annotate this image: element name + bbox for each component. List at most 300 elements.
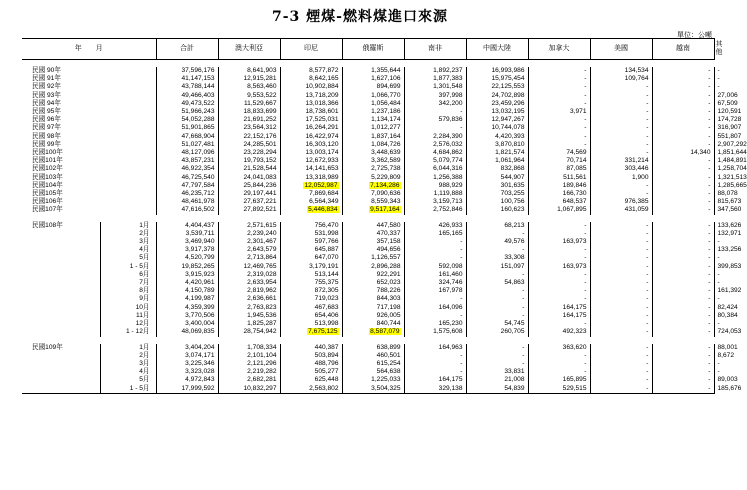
cell-value: 185,676 <box>717 384 742 392</box>
cell-value: 1,851,644 <box>717 149 747 157</box>
table-row <box>22 67 714 75</box>
table-cell <box>156 116 218 124</box>
table-cell <box>280 108 342 116</box>
table-cell <box>156 344 218 352</box>
cell-value: - <box>584 246 587 254</box>
year-label: 民國102年 <box>32 165 63 173</box>
table-cell <box>466 198 528 206</box>
cell-value: - <box>584 368 587 376</box>
table-cell <box>404 312 466 320</box>
table-cell <box>342 304 404 312</box>
table-cell <box>218 287 280 295</box>
cell-value: 7,134,286 <box>370 181 400 189</box>
table-cell <box>590 206 652 214</box>
cell-value: 12,052,987 <box>304 181 338 189</box>
table-cell <box>404 198 466 206</box>
cell-value: 303,446 <box>624 165 649 173</box>
table-cell <box>342 116 404 124</box>
cell-value: 260,705 <box>500 328 525 336</box>
year-label: 民國 99年 <box>32 140 61 148</box>
cell-value: 13,018,366 <box>305 99 339 107</box>
cell-value: 1,134,174 <box>371 116 401 124</box>
spacer-row <box>22 337 714 344</box>
table-cell <box>652 182 714 190</box>
table-cell <box>652 352 714 360</box>
table-cell <box>218 238 280 246</box>
cell-value: 719,023 <box>314 295 339 303</box>
cell-value: 2,633,954 <box>247 279 277 287</box>
cell-value: 133,626 <box>717 221 742 229</box>
table-cell <box>590 271 652 279</box>
cell-value: 24,702,898 <box>491 91 525 99</box>
table-cell <box>652 344 714 352</box>
cell-value: - <box>708 287 711 295</box>
cell-value: - <box>460 246 463 254</box>
table-cell <box>652 360 714 368</box>
cell-value: 14,141,653 <box>305 165 339 173</box>
year-label <box>22 271 100 279</box>
cell-value: - <box>584 67 587 74</box>
table-cell <box>404 67 466 75</box>
cell-value: 17,999,592 <box>181 384 215 392</box>
cell-value: 844,303 <box>376 295 401 303</box>
cell-value: 10,744,078 <box>491 124 525 132</box>
cell-value: - <box>717 67 720 74</box>
table-cell <box>218 133 280 141</box>
cell-value: 10,832,297 <box>243 384 277 392</box>
cell-value: - <box>584 254 587 262</box>
cell-value: 48,069,835 <box>181 328 215 336</box>
cell-value: 976,385 <box>624 198 649 206</box>
cell-value: - <box>708 132 711 140</box>
table-cell <box>590 83 652 91</box>
table-cell <box>156 271 218 279</box>
table-row <box>22 352 714 360</box>
cell-value: 47,797,584 <box>181 181 215 189</box>
table-cell <box>652 92 714 100</box>
cell-value: 872,305 <box>314 287 339 295</box>
table-row <box>22 141 714 149</box>
cell-value: 70,714 <box>566 157 587 165</box>
cell-value: 160,623 <box>500 206 525 214</box>
table-cell <box>156 206 218 214</box>
table-cell <box>590 246 652 254</box>
cell-value: - <box>646 270 649 278</box>
cell-value: 51,966,243 <box>181 108 215 116</box>
table-cell <box>652 206 714 214</box>
cell-value: - <box>584 287 587 295</box>
cell-value: 24,285,501 <box>243 140 277 148</box>
cell-value: - <box>584 359 587 367</box>
header-col: 中國大陸 <box>466 39 528 60</box>
cell-value: - <box>646 384 649 392</box>
table-row <box>22 376 714 384</box>
cell-value: - <box>708 99 711 107</box>
cell-value: - <box>646 295 649 303</box>
cell-value: - <box>717 238 720 246</box>
cell-value: 3,404,204 <box>185 343 215 351</box>
cell-value: - <box>717 320 720 328</box>
table-cell <box>156 124 218 132</box>
cell-value: - <box>717 295 720 303</box>
cell-value: 87,085 <box>566 165 587 173</box>
table-cell <box>652 271 714 279</box>
table-cell <box>528 352 590 360</box>
table-cell <box>280 238 342 246</box>
cell-value: 1,575,608 <box>433 328 463 336</box>
cell-value: 1,945,536 <box>247 311 277 319</box>
cell-value: 8,672 <box>717 351 735 359</box>
table-cell <box>528 344 590 352</box>
cell-value: - <box>646 238 649 246</box>
cell-value: 724,053 <box>717 328 742 336</box>
cell-value: 134,534 <box>624 67 649 74</box>
table-row <box>22 165 714 173</box>
table-cell <box>528 190 590 198</box>
year-label <box>22 376 100 384</box>
cell-value: 8,559,343 <box>371 198 401 206</box>
table-cell <box>466 385 528 394</box>
cell-value: 2,284,390 <box>433 132 463 140</box>
table-cell <box>590 312 652 320</box>
table-cell <box>466 254 528 262</box>
cell-value: 25,844,236 <box>243 181 277 189</box>
year-label: 民國 94年 <box>32 99 61 107</box>
cell-value: 1,484,891 <box>717 157 747 165</box>
table-cell <box>590 344 652 352</box>
table-cell <box>590 75 652 83</box>
table-cell <box>156 352 218 360</box>
cell-value: - <box>708 246 711 254</box>
table-cell <box>218 100 280 108</box>
cell-value: 2,763,823 <box>247 303 277 311</box>
cell-value: 1,627,106 <box>371 75 401 83</box>
table-cell <box>280 182 342 190</box>
cell-value: - <box>708 303 711 311</box>
table-cell <box>342 133 404 141</box>
year-label: 民國108年 <box>32 221 63 229</box>
table-cell <box>218 75 280 83</box>
header-col: 越南 <box>652 39 714 60</box>
year-label: 民國 96年 <box>32 116 61 124</box>
cell-value: 3,179,191 <box>309 262 339 270</box>
cell-value: - <box>646 359 649 367</box>
table-cell <box>156 238 218 246</box>
year-label <box>22 279 100 287</box>
table-cell <box>404 174 466 182</box>
table-row <box>22 263 714 271</box>
cell-value: - <box>708 262 711 270</box>
cell-value: 2,752,846 <box>433 206 463 214</box>
cell-value: 1,285,665 <box>717 181 747 189</box>
cell-value: 164,175 <box>438 376 463 384</box>
table-cell <box>218 312 280 320</box>
cell-value: 4,420,961 <box>185 279 215 287</box>
table-cell <box>528 157 590 165</box>
cell-value: - <box>708 108 711 116</box>
cell-value: 6,564,349 <box>309 198 339 206</box>
cell-value: 10,902,884 <box>305 83 339 91</box>
table-cell <box>218 230 280 238</box>
cell-value: 531,998 <box>314 229 339 237</box>
table-cell <box>466 344 528 352</box>
table-cell <box>156 157 218 165</box>
table-cell <box>652 83 714 91</box>
table-cell <box>528 116 590 124</box>
table-cell <box>652 157 714 165</box>
year-label: 民國 93年 <box>32 91 61 99</box>
cell-value: - <box>708 384 711 392</box>
table-row <box>22 312 714 320</box>
cell-value: 46,922,354 <box>181 165 215 173</box>
table-cell <box>466 157 528 165</box>
year-label <box>22 368 100 376</box>
month-label: 6月 <box>100 271 156 279</box>
table-cell <box>156 246 218 254</box>
cell-value: 2,571,615 <box>247 221 277 229</box>
cell-value: - <box>584 270 587 278</box>
table-cell <box>652 124 714 132</box>
table-cell <box>156 254 218 262</box>
month-label: 5月 <box>100 254 156 262</box>
cell-value: 189,846 <box>562 181 587 189</box>
year-label: 民國 97年 <box>32 124 61 132</box>
cell-value: 133,256 <box>717 246 742 254</box>
table-cell <box>156 108 218 116</box>
cell-value: - <box>584 83 587 91</box>
table-cell <box>652 116 714 124</box>
table-cell <box>528 206 590 214</box>
cell-value: 8,642,165 <box>309 75 339 83</box>
year-label: 民國100年 <box>32 149 63 157</box>
cell-value: 513,998 <box>314 320 339 328</box>
cell-value: 47,668,904 <box>181 132 215 140</box>
table-cell <box>466 352 528 360</box>
table-row <box>22 279 714 287</box>
table-cell <box>156 83 218 91</box>
cell-value: 7,090,636 <box>371 190 401 198</box>
table-row <box>22 385 714 394</box>
cell-value: 645,887 <box>314 246 339 254</box>
cell-value: - <box>646 320 649 328</box>
cell-value: 24,041,083 <box>243 173 277 181</box>
cell-value: - <box>460 238 463 246</box>
cell-value: 4,404,437 <box>185 221 215 229</box>
table-cell <box>342 328 404 336</box>
table-cell <box>156 360 218 368</box>
table-cell <box>218 295 280 303</box>
cell-value: 167,978 <box>438 287 463 295</box>
cell-value: 494,656 <box>376 246 401 254</box>
cell-value: 13,003,174 <box>305 149 339 157</box>
table-row <box>22 174 714 182</box>
cell-value: - <box>522 311 525 319</box>
table-row <box>22 368 714 376</box>
table-cell <box>280 133 342 141</box>
cell-value: - <box>708 295 711 303</box>
table-cell <box>342 198 404 206</box>
year-label: 民國 92年 <box>32 83 61 91</box>
table-cell <box>280 295 342 303</box>
table-cell <box>218 108 280 116</box>
table-cell <box>218 157 280 165</box>
cell-value: 597,766 <box>314 238 339 246</box>
cell-value: - <box>708 67 711 74</box>
table-cell <box>404 100 466 108</box>
cell-value: - <box>522 351 525 359</box>
table-cell <box>466 75 528 83</box>
cell-value: 788,226 <box>376 287 401 295</box>
table-cell <box>528 312 590 320</box>
table-cell <box>342 344 404 352</box>
table-cell <box>404 75 466 83</box>
table-cell <box>652 320 714 328</box>
table-cell <box>528 287 590 295</box>
header-year-month: 年 月 <box>22 39 156 60</box>
cell-value: 1,066,770 <box>371 91 401 99</box>
table-row <box>22 246 714 254</box>
cell-value: 49,473,522 <box>181 99 215 107</box>
table-cell <box>280 287 342 295</box>
table-cell <box>404 352 466 360</box>
table-cell <box>342 222 404 230</box>
cell-value: 51,901,865 <box>181 124 215 132</box>
table-cell <box>156 230 218 238</box>
table-cell <box>156 287 218 295</box>
cell-value: 6,044,316 <box>433 165 463 173</box>
cell-value: 2,907,292 <box>717 140 747 148</box>
table-cell <box>156 165 218 173</box>
cell-value: 3,362,589 <box>371 157 401 165</box>
table-cell <box>652 287 714 295</box>
table-cell <box>404 279 466 287</box>
table-cell <box>342 385 404 394</box>
table-cell <box>342 312 404 320</box>
cell-value: 492,323 <box>562 328 587 336</box>
cell-value: 894,699 <box>376 83 401 91</box>
cell-value: 447,580 <box>376 221 401 229</box>
year-label <box>22 287 100 295</box>
cell-value: - <box>708 254 711 262</box>
cell-value: - <box>646 132 649 140</box>
cell-value: - <box>708 198 711 206</box>
table-cell <box>342 320 404 328</box>
cell-value: 426,933 <box>438 221 463 229</box>
cell-value: 54,863 <box>504 279 525 287</box>
cell-value: 4,420,393 <box>495 132 525 140</box>
cell-value: 54,745 <box>504 320 525 328</box>
table-cell <box>466 92 528 100</box>
table-cell <box>404 141 466 149</box>
table-cell <box>218 263 280 271</box>
cell-value: - <box>708 190 711 198</box>
table-cell <box>218 254 280 262</box>
table-cell <box>466 222 528 230</box>
cell-value: 5,079,774 <box>433 157 463 165</box>
table-cell <box>652 198 714 206</box>
table-cell <box>590 67 652 75</box>
table-cell <box>590 92 652 100</box>
table-cell <box>156 149 218 157</box>
table-cell <box>528 67 590 75</box>
table-body <box>22 60 747 394</box>
cell-value: 21,528,544 <box>243 165 277 173</box>
table-cell <box>590 100 652 108</box>
cell-value: 22,152,176 <box>243 132 277 140</box>
cell-value: 579,836 <box>438 116 463 124</box>
table-cell <box>528 279 590 287</box>
cell-value: - <box>646 351 649 359</box>
table-cell <box>404 124 466 132</box>
cell-value: - <box>646 376 649 384</box>
table-cell <box>218 222 280 230</box>
cell-value: 13,318,989 <box>305 173 339 181</box>
cell-value: 43,788,144 <box>181 83 215 91</box>
cell-value: 654,406 <box>314 311 339 319</box>
cell-value: 1,708,334 <box>247 343 277 351</box>
table-cell <box>590 304 652 312</box>
table-cell <box>652 312 714 320</box>
table-cell <box>528 100 590 108</box>
table-cell <box>218 174 280 182</box>
table-cell <box>404 368 466 376</box>
table-row <box>22 206 714 214</box>
table-cell <box>342 287 404 295</box>
table-cell <box>652 75 714 83</box>
cell-value: 2,101,104 <box>247 351 277 359</box>
table-cell <box>342 279 404 287</box>
table-cell <box>156 279 218 287</box>
month-label: 7月 <box>100 279 156 287</box>
table-cell <box>218 83 280 91</box>
cell-value: - <box>708 157 711 165</box>
table-cell <box>528 108 590 116</box>
table-cell <box>466 320 528 328</box>
year-label <box>22 385 100 394</box>
cell-value: 48,461,978 <box>181 198 215 206</box>
table-cell <box>590 230 652 238</box>
table-cell <box>156 320 218 328</box>
cell-value: - <box>646 221 649 229</box>
cell-value: 2,121,296 <box>247 359 277 367</box>
cell-value: 756,470 <box>314 221 339 229</box>
table-cell <box>652 230 714 238</box>
cell-value: - <box>522 303 525 311</box>
table-cell <box>466 165 528 173</box>
cell-value: 48,127,096 <box>181 149 215 157</box>
table-cell <box>528 263 590 271</box>
cell-value: 1,837,164 <box>371 132 401 140</box>
cell-value: 1,225,033 <box>371 376 401 384</box>
year-label <box>22 254 100 262</box>
table-cell <box>652 279 714 287</box>
cell-value: 544,907 <box>500 173 525 181</box>
cell-value: 363,620 <box>562 343 587 351</box>
table-cell <box>342 174 404 182</box>
cell-value: 592,098 <box>438 262 463 270</box>
table-cell <box>466 124 528 132</box>
table-cell <box>590 174 652 182</box>
cell-value: 3,917,378 <box>185 246 215 254</box>
table-cell <box>342 246 404 254</box>
table-cell <box>280 67 342 75</box>
cell-value: - <box>708 351 711 359</box>
table-cell <box>404 133 466 141</box>
cell-value: 4,359,399 <box>185 303 215 311</box>
table-cell <box>590 149 652 157</box>
cell-value: 54,839 <box>504 384 525 392</box>
cell-value: 164,175 <box>562 311 587 319</box>
